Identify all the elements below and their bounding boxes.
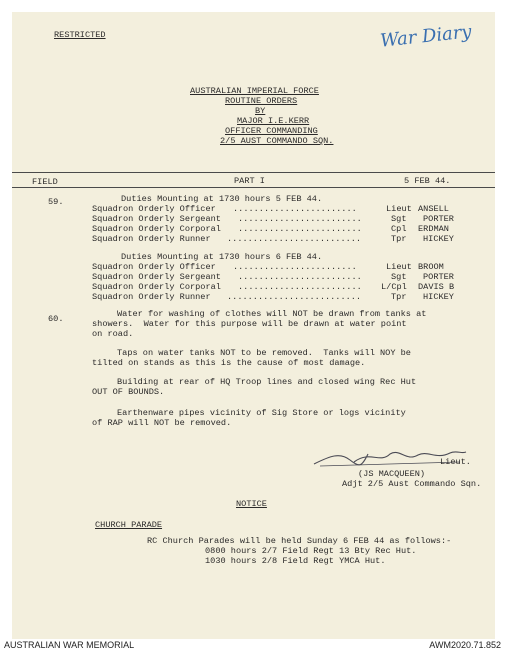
title-line-2: ROUTINE ORDERS bbox=[225, 96, 298, 106]
signatory-appointment: Adjt 2/5 Aust Commando Sqn. bbox=[342, 479, 482, 489]
duty-rank: Lieut bbox=[386, 262, 412, 272]
notice-line: 1030 hours 2/8 Field Regt YMCA Hut. bbox=[205, 556, 386, 566]
duty-role: Squadron Orderly Runner bbox=[92, 292, 211, 302]
signatory-name: (JS MACQUEEN) bbox=[358, 469, 426, 479]
dot-leader: .......................... bbox=[227, 234, 362, 244]
signatory-rank: Lieut. bbox=[440, 457, 471, 467]
paragraph-line: Taps on water tanks NOT to be removed. Tanks will NOY be bbox=[117, 348, 411, 358]
title-line-1: AUSTRALIAN IMPERIAL FORCE bbox=[190, 86, 319, 96]
paragraph-line: of RAP will NOT be removed. bbox=[92, 418, 232, 428]
dot-leader: ........................ bbox=[233, 204, 357, 214]
duties-2-heading: Duties Mounting at 1730 hours 6 FEB 44. bbox=[121, 252, 323, 262]
dot-leader: ........................ bbox=[233, 262, 357, 272]
duty-role: Squadron Orderly Corporal bbox=[92, 224, 221, 234]
dot-leader: .......................... bbox=[227, 292, 362, 302]
title-line-3: BY bbox=[255, 106, 266, 116]
duty-rank: Tpr bbox=[391, 292, 407, 302]
duty-name: HICKEY bbox=[423, 234, 454, 244]
duty-rank: Cpl bbox=[391, 224, 407, 234]
document-page bbox=[12, 12, 495, 639]
archive-credit: AUSTRALIAN WAR MEMORIAL bbox=[4, 640, 135, 650]
notice-line: RC Church Parades will be held Sunday 6 FEB 44 as follows:- bbox=[147, 536, 452, 546]
duty-name: PORTER bbox=[423, 272, 454, 282]
header-rule-top bbox=[12, 172, 495, 173]
duty-rank: Lieut bbox=[386, 204, 412, 214]
duty-name: BROOM bbox=[418, 262, 444, 272]
field-label: FIELD bbox=[32, 177, 58, 187]
order-date: 5 FEB 44. bbox=[404, 176, 451, 186]
duty-role: Squadron Orderly Officer bbox=[92, 204, 216, 214]
item-59-number: 59. bbox=[48, 197, 64, 207]
paragraph-line: Water for washing of clothes will NOT be drawn from tanks at bbox=[117, 309, 427, 319]
duty-name: PORTER bbox=[423, 214, 454, 224]
dot-leader: ........................ bbox=[238, 282, 362, 292]
duty-rank: Sgt bbox=[391, 272, 407, 282]
duty-name: HICKEY bbox=[423, 292, 454, 302]
title-line-5: OFFICER COMMANDING bbox=[225, 126, 318, 136]
duties-1-heading: Duties Mounting at 1730 hours 5 FEB 44. bbox=[121, 194, 323, 204]
restricted-marking: RESTRICTED bbox=[54, 30, 106, 40]
dot-leader: ........................ bbox=[238, 214, 362, 224]
paragraph-line: OUT OF BOUNDS. bbox=[92, 387, 165, 397]
title-line-6: 2/5 AUST COMMANDO SQN. bbox=[220, 136, 334, 146]
item-60-number: 60. bbox=[48, 314, 64, 324]
duty-name: ERDMAN bbox=[418, 224, 449, 234]
header-rule-bottom bbox=[12, 187, 495, 188]
part-label: PART I bbox=[234, 176, 265, 186]
notice-line: 0800 hours 2/7 Field Regt 13 Bty Rec Hut. bbox=[205, 546, 417, 556]
duty-role: Squadron Orderly Sergeant bbox=[92, 214, 221, 224]
duty-role: Squadron Orderly Officer bbox=[92, 262, 216, 272]
duty-role: Squadron Orderly Runner bbox=[92, 234, 211, 244]
paragraph-line: Building at rear of HQ Troop lines and closed wing Rec Hut bbox=[117, 377, 417, 387]
paragraph-line: tilted on stands as this is the cause of most damage. bbox=[92, 358, 366, 368]
duty-role: Squadron Orderly Sergeant bbox=[92, 272, 221, 282]
duty-rank: L/Cpl bbox=[381, 282, 407, 292]
duty-rank: Tpr bbox=[391, 234, 407, 244]
paragraph-line: on road. bbox=[92, 329, 134, 339]
dot-leader: ........................ bbox=[238, 272, 362, 282]
church-parade-heading: CHURCH PARADE bbox=[95, 520, 163, 530]
duty-role: Squadron Orderly Corporal bbox=[92, 282, 221, 292]
notice-heading: NOTICE bbox=[236, 499, 267, 509]
paragraph-line: Earthenware pipes vicinity of Sig Store or logs vicinity bbox=[117, 408, 406, 418]
duty-name: DAVIS B bbox=[418, 282, 455, 292]
dot-leader: ........................ bbox=[238, 224, 362, 234]
handwritten-war-diary-note: War Diary bbox=[379, 21, 473, 52]
paragraph-line: showers. Water for this purpose will be drawn at water point bbox=[92, 319, 407, 329]
duty-name: ANSELL bbox=[418, 204, 449, 214]
duty-rank: Sgt bbox=[391, 214, 407, 224]
title-line-4: MAJOR I.E.KERR bbox=[237, 116, 310, 126]
archive-reference: AWM2020.71.852 bbox=[429, 640, 501, 650]
